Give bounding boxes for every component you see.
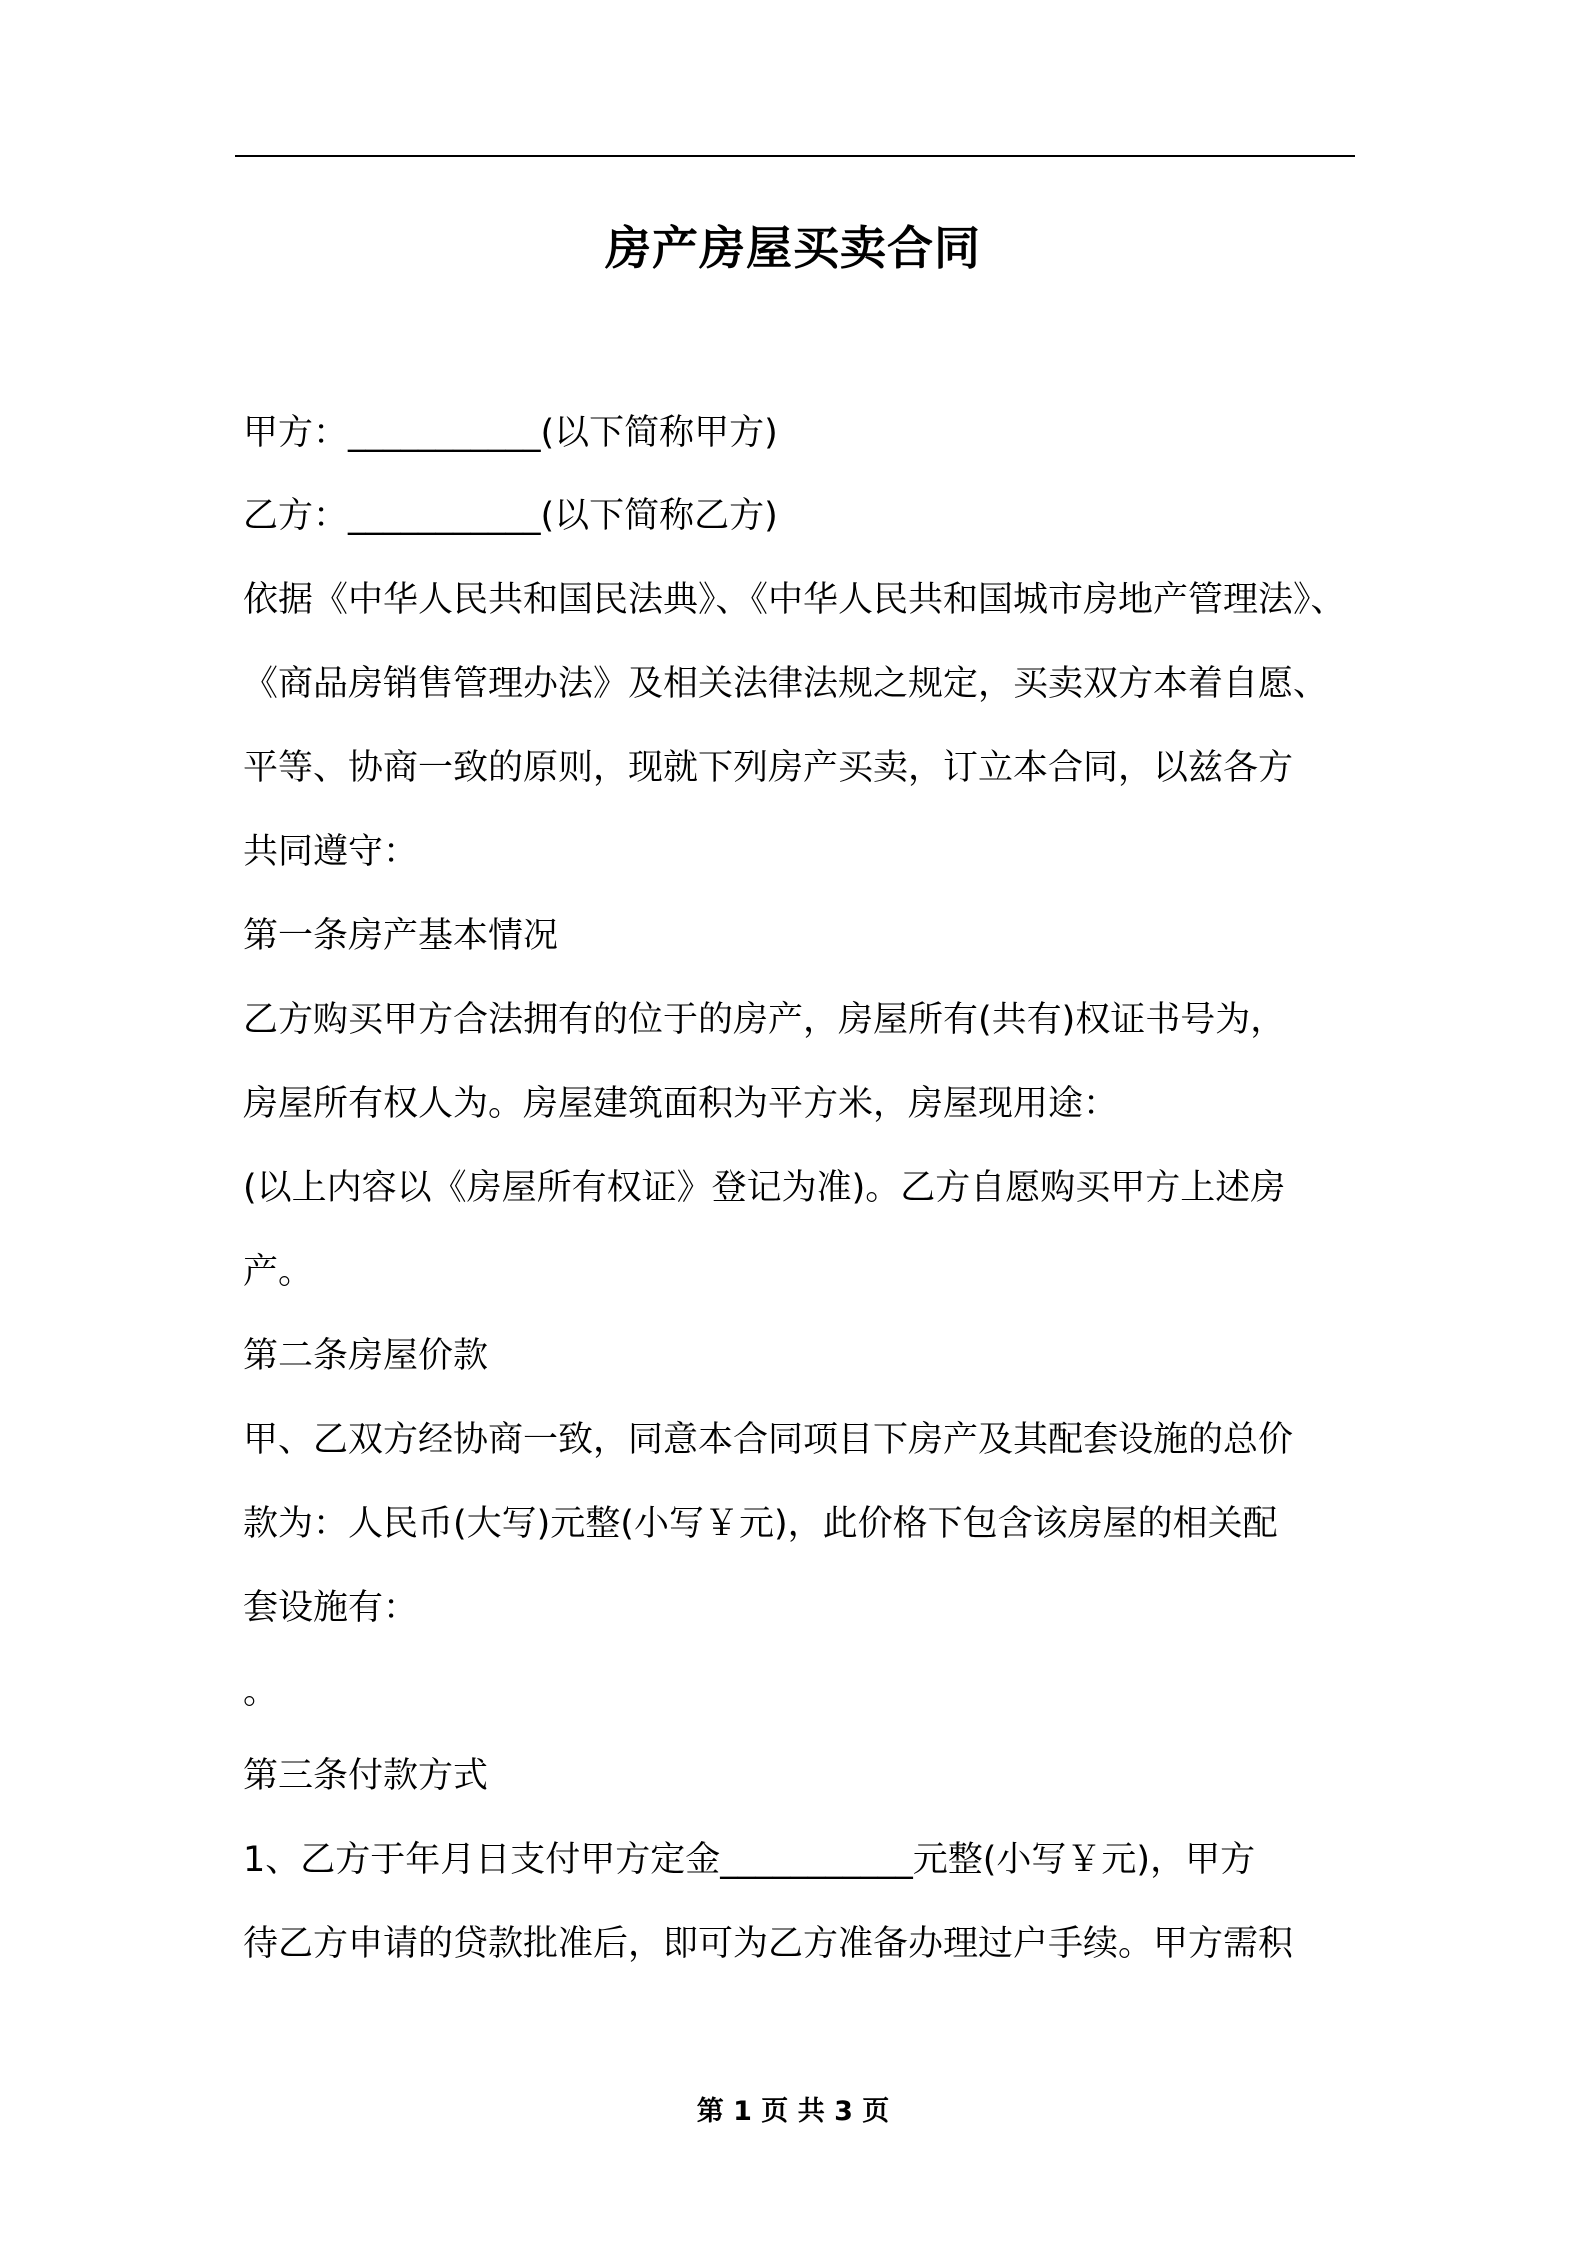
party-b-line: 乙方：___________(以下简称乙方) bbox=[243, 496, 778, 536]
article-1-heading: 第一条房产基本情况 bbox=[243, 916, 559, 956]
page-number: 第 1 页 共 3 页 bbox=[696, 2096, 890, 2127]
article-1-line: 乙方购买甲方合法拥有的位于的房产，房屋所有(共有)权证书号为， bbox=[243, 1000, 1286, 1040]
article-1-line: (以上内容以《房屋所有权证》登记为准)。乙方自愿购买甲方上述房 bbox=[243, 1168, 1286, 1208]
article-2-line: 。 bbox=[243, 1672, 279, 1712]
preamble-line: 共同遵守： bbox=[243, 832, 419, 872]
document-title: 房产房屋买卖合同 bbox=[605, 221, 981, 275]
preamble-line: 依据《中华人民共和国民法典》、《中华人民共和国城市房地产管理法》、 bbox=[243, 580, 1346, 620]
header-rule bbox=[235, 155, 1355, 157]
article-2-heading: 第二条房屋价款 bbox=[243, 1336, 489, 1376]
preamble-line: 平等、协商一致的原则，现就下列房产买卖，订立本合同，以兹各方 bbox=[243, 748, 1294, 788]
article-3-line: 待乙方申请的贷款批准后，即可为乙方准备办理过户手续。甲方需积 bbox=[243, 1924, 1294, 1964]
preamble-line: 《商品房销售管理办法》及相关法律法规之规定，买卖双方本着自愿、 bbox=[243, 664, 1329, 704]
article-1-line: 产。 bbox=[243, 1252, 314, 1292]
party-a-line: 甲方：___________(以下简称甲方) bbox=[243, 413, 778, 453]
article-3-line: 1、乙方于年月日支付甲方定金___________元整(小写￥元)，甲方 bbox=[243, 1840, 1256, 1880]
article-2-line: 套设施有： bbox=[243, 1588, 419, 1628]
article-2-line: 款为：人民币(大写)元整(小写￥元)，此价格下包含该房屋的相关配 bbox=[243, 1504, 1278, 1544]
article-2-line: 甲、乙双方经协商一致，同意本合同项目下房产及其配套设施的总价 bbox=[243, 1420, 1294, 1460]
article-3-heading: 第三条付款方式 bbox=[243, 1756, 489, 1796]
article-1-line: 房屋所有权人为。房屋建筑面积为平方米，房屋现用途： bbox=[243, 1084, 1119, 1124]
